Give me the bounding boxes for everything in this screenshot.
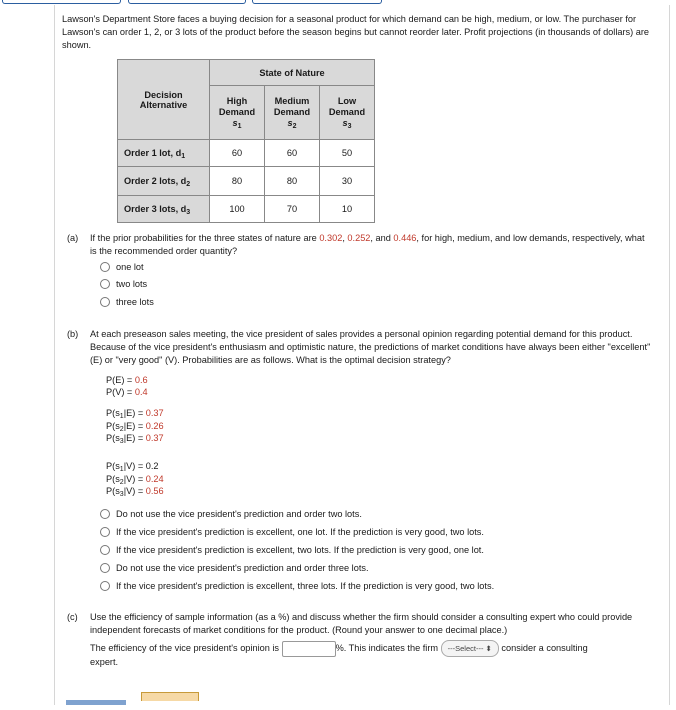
radio-b-option-5[interactable]: If the vice president's prediction is excellent, three lots. If the prediction is very good, two lots.	[100, 579, 494, 593]
top-tab-2[interactable]	[128, 0, 246, 4]
top-tab-strip	[0, 0, 676, 4]
top-tab-3[interactable]	[252, 0, 382, 4]
prob-e-v: P(E) = 0.6 P(V) = 0.4	[106, 375, 148, 397]
radio-circle[interactable]	[100, 297, 110, 307]
radio-circle[interactable]	[100, 509, 110, 519]
radio-circle[interactable]	[100, 581, 110, 591]
payoff-table	[117, 59, 375, 223]
top-tab-1[interactable]	[2, 0, 121, 4]
efficiency-input[interactable]	[282, 641, 336, 657]
table-row: Order 1 lot, $d_1$ 60 60 50	[118, 140, 375, 167]
part-c-label: (c)	[67, 612, 78, 622]
consider-select[interactable]: ---Select--- ⬍	[441, 640, 499, 657]
col-medium-demand: Medium Demand $s_2$	[265, 86, 320, 140]
radio-b-option-4[interactable]: Do not use the vice president's prediction and order three lots.	[100, 561, 369, 575]
prob-given-e: $P(s_1|E) = 0.37$ $P(s_2|E) = 0.26$ $P(s_3|E) = 0.37$	[106, 408, 164, 445]
cut-off-text-icon	[66, 697, 136, 705]
radio-b-option-1[interactable]: Do not use the vice president's prediction and order two lots.	[100, 507, 362, 521]
part-a-question: If the prior probabilities for the three states of nature are 0.302, 0.252, and 0.446, for high, medium, and low demands, respectively, what is the recommended order quantity?	[90, 233, 645, 256]
col-low-demand: Low Demand $s_3$	[320, 86, 375, 140]
radio-circle[interactable]	[100, 563, 110, 573]
radio-one-lot[interactable]: one lot	[100, 260, 144, 274]
radio-circle[interactable]	[100, 279, 110, 289]
part-c-question: Use the efficiency of sample information (as a %) and discuss whether the firm should consider a consulting expert who could provide independent forecasts of market conditions for the product. (Round your answer to one decimal place.)	[90, 612, 633, 635]
decision-alt-header: Decision Alternative	[118, 60, 210, 140]
part-b-label: (b)	[67, 329, 79, 339]
radio-two-lots[interactable]: two lots	[100, 277, 147, 291]
cut-off-heading	[66, 692, 136, 700]
state-of-nature-header: State of Nature	[210, 60, 375, 86]
radio-b-option-3[interactable]: If the vice president's prediction is excellent, two lots. If the prediction is very good, one lot.	[100, 543, 484, 557]
table-row: Order 3 lots, $d_3$ 100 70 10	[118, 196, 375, 223]
part-c-answer-line: The efficiency of the vice president's opinion is %. This indicates the firm ---Select--- ⬍ consider a consulting	[90, 640, 665, 657]
radio-circle[interactable]	[100, 527, 110, 537]
radio-three-lots[interactable]: three lots	[100, 295, 154, 309]
part-a-label: (a)	[67, 233, 79, 243]
radio-circle[interactable]	[100, 545, 110, 555]
radio-circle[interactable]	[100, 262, 110, 272]
part-c-answer-end: expert.	[90, 657, 119, 667]
col-high-demand: High Demand $s_1$	[210, 86, 265, 140]
chevron-updown-icon: ⬍	[485, 644, 492, 653]
table-row: Order 2 lots, $d_2$ 80 80 30	[118, 167, 375, 196]
problem-intro: Lawson's Department Store faces a buying decision for a seasonal product for which demand can be high, medium, or low. The purchaser for Lawson's can order 1, 2, or 3 lots of the product before the season begins but cannot reorder later. Profit projections (in thousands of dollars) are shown.	[62, 14, 650, 50]
prob-given-v: $P(s_1|V) = 0.2$ $P(s_2|V) = 0.24$ $P(s_3|V) = 0.56$	[106, 461, 164, 498]
radio-b-option-2[interactable]: If the vice president's prediction is excellent, one lot. If the prediction is very good, two lots.	[100, 525, 484, 539]
part-b-question: At each preseason sales meeting, the vice president of sales provides a personal opinion regarding potential demand for this product. Because of the vice president's enthusiasm and optimistic nature, the predictions of market conditions have always been either "excellent" (E) or "very good" (V). Probabilities are as follows. What is the optimal decision strategy?	[90, 329, 651, 365]
